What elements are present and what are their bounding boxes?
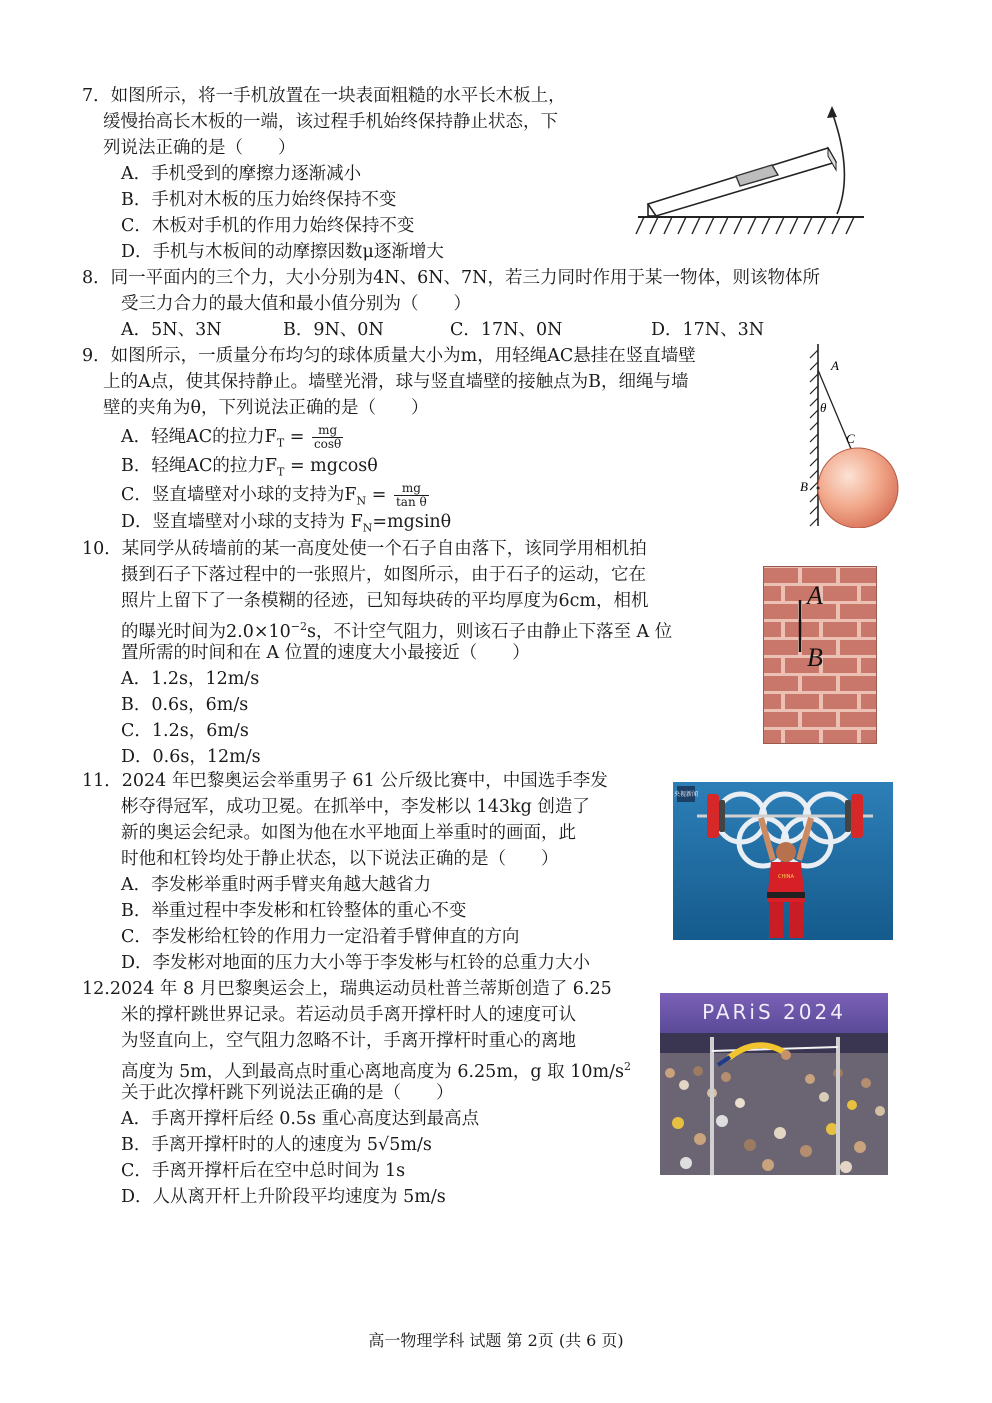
q10-label-a: A bbox=[807, 581, 823, 610]
q10-stem-line1: 10．某同学从砖墙前的某一高度处使一个石子自由落下，该同学用相机拍 bbox=[82, 539, 647, 559]
q8-stem-line1: 8．同一平面内的三个力，大小分别为4N、6N、7N，若三力同时作用于某一物体，则该物体所 bbox=[82, 268, 820, 288]
q10-stem-line4: 的曝光时间为$2.0\times 10^{-2}s$，不计空气阻力，则该石子由静止下落至 A 位 bbox=[121, 620, 673, 642]
q11-stem-line1: 11．2024 年巴黎奥运会举重男子 61 公斤级比赛中，中国选手李发 bbox=[82, 771, 608, 791]
q9-sphere-figure bbox=[800, 342, 910, 528]
q11-option-a: A．李发彬举重时两手臂夹角越大越省力 bbox=[121, 875, 432, 895]
q10-option-c: C．1.2s，6m/s bbox=[121, 721, 249, 741]
q11-option-b: B．举重过程中李发彬和杠铃整体的重心不变 bbox=[121, 901, 467, 921]
q8-option-a: A．5N、3N bbox=[121, 320, 222, 340]
q7-option-c: C．木板对手机的作用力始终保持不变 bbox=[121, 216, 415, 236]
q8-option-c: C．17N、0N bbox=[450, 320, 563, 340]
q7-option-d: D．手机与木板间的动摩擦因数μ逐渐增大 bbox=[121, 242, 444, 262]
q10-option-a: A．1.2s，12m/s bbox=[121, 669, 260, 689]
q12-stem-line2: 米的撑杆跳世界记录。若运动员手离开撑杆时人的速度可认 bbox=[121, 1005, 576, 1025]
q12-option-d: D．人从离开杆上升阶段平均速度为 5m/s bbox=[121, 1187, 446, 1207]
q10-stem-line2: 摄到石子下落过程中的一张照片，如图所示，由于石子的运动，它在 bbox=[121, 565, 646, 585]
q12-option-b: B．手离开撑杆时的人的速度为 5√5m/s bbox=[121, 1135, 432, 1155]
q11-option-c: C．李发彬给杠铃的作用力一定沿着手臂伸直的方向 bbox=[121, 927, 520, 947]
q8-option-b: B．9N、0N bbox=[283, 320, 384, 340]
q12-photo-banner: PARiS 2024 bbox=[702, 1000, 846, 1024]
q9-label-b: B bbox=[800, 479, 808, 494]
q11-option-d: D．李发彬对地面的压力大小等于李发彬与杠铃的总重力大小 bbox=[121, 953, 591, 973]
q12-pole-vault-photo bbox=[660, 993, 888, 1175]
q10-stem-line3: 照片上留下了一条模糊的径迹，已知每块砖的平均厚度为6cm，相机 bbox=[121, 591, 649, 611]
q10-label-b: B bbox=[807, 643, 823, 672]
q7-option-b: B．手机对木板的压力始终保持不变 bbox=[121, 190, 397, 210]
q9-label-c: C bbox=[846, 431, 855, 446]
q9-option-b: B．轻绳AC的拉力$F_T = mgcos\theta$ bbox=[121, 456, 378, 479]
q10-option-b: B．0.6s，6m/s bbox=[121, 695, 249, 715]
q9-stem-line1: 9．如图所示，一质量分布均匀的球体质量大小为m，用轻绳AC悬挂在竖直墙壁 bbox=[82, 346, 696, 366]
q9-option-a: A．轻绳AC的拉力$F_T$ = $\frac{mg}{\cos\theta}$ bbox=[121, 423, 342, 451]
q9-stem-line3: 壁的夹角为θ，下列说法正确的是（ ） bbox=[103, 398, 429, 418]
q11-photo-badge: 央视新闻 bbox=[673, 791, 699, 798]
page-footer: 高一物理学科 试题 第 2页 (共 6 页) bbox=[368, 1331, 624, 1350]
q7-stem-line2: 缓慢抬高长木板的一端，该过程手机始终保持静止状态，下 bbox=[103, 112, 558, 132]
q12-option-a: A．手离开撑杆后经 0.5s 重心高度达到最高点 bbox=[121, 1109, 480, 1129]
q7-option-a: A．手机受到的摩擦力逐渐减小 bbox=[121, 164, 362, 184]
q12-stem-line5: 关于此次撑杆跳下列说法正确的是（ ） bbox=[121, 1083, 454, 1103]
q9-option-d: D．竖直墙壁对小球的支持为 $F_N=mgsin\theta$ bbox=[121, 512, 452, 535]
q12-stem-line4: 高度为 5m，人到最高点时重心离地高度为 6.25m，g 取 $10m/s^2$ bbox=[121, 1060, 631, 1082]
q12-stem-line3: 为竖直向上，空气阻力忽略不计，手离开撑杆时重心的离地 bbox=[121, 1031, 576, 1051]
q12-stem-line1: 12.2024 年 8 月巴黎奥运会上，瑞典运动员杜普兰蒂斯创造了 6.25 bbox=[82, 979, 612, 999]
q10-brick-wall-figure bbox=[763, 566, 877, 744]
q11-stem-line2: 彬夺得冠军，成功卫冕。在抓举中，李发彬以 143kg 创造了 bbox=[121, 797, 590, 817]
q9-stem-line2: 上的A点，使其保持静止。墙壁光滑，球与竖直墙壁的接触点为B，细绳与墙 bbox=[103, 372, 689, 392]
q11-stem-line3: 新的奥运会纪录。如图为他在水平地面上举重时的画面，此 bbox=[121, 823, 576, 843]
q11-stem-line4: 时他和杠铃均处于静止状态，以下说法正确的是（ ） bbox=[121, 849, 559, 869]
q10-option-d: D．0.6s，12m/s bbox=[121, 747, 261, 767]
q11-weightlifting-photo bbox=[673, 782, 893, 940]
q7-incline-figure bbox=[632, 104, 872, 244]
q10-stem-line5: 置所需的时间和在 A 位置的速度大小最接近（ ） bbox=[121, 643, 530, 663]
q9-label-theta: θ bbox=[820, 400, 827, 415]
q9-option-c: C．竖直墙壁对小球的支持为$F_N$ = $\frac{mg}{\text{tan θ}}$ bbox=[121, 481, 427, 509]
q9-label-a: A bbox=[831, 358, 839, 373]
q8-option-d: D．17N、3N bbox=[651, 320, 765, 340]
svg-text:CHINA: CHINA bbox=[778, 874, 794, 880]
q7-stem-line1: 7．如图所示，将一手机放置在一块表面粗糙的水平长木板上， bbox=[82, 86, 566, 106]
q7-stem-line3: 列说法正确的是（ ） bbox=[103, 138, 296, 158]
q12-option-c: C．手离开撑杆后在空中总时间为 1s bbox=[121, 1161, 406, 1181]
q8-stem-line2: 受三力合力的最大值和最小值分别为（ ） bbox=[121, 294, 471, 314]
